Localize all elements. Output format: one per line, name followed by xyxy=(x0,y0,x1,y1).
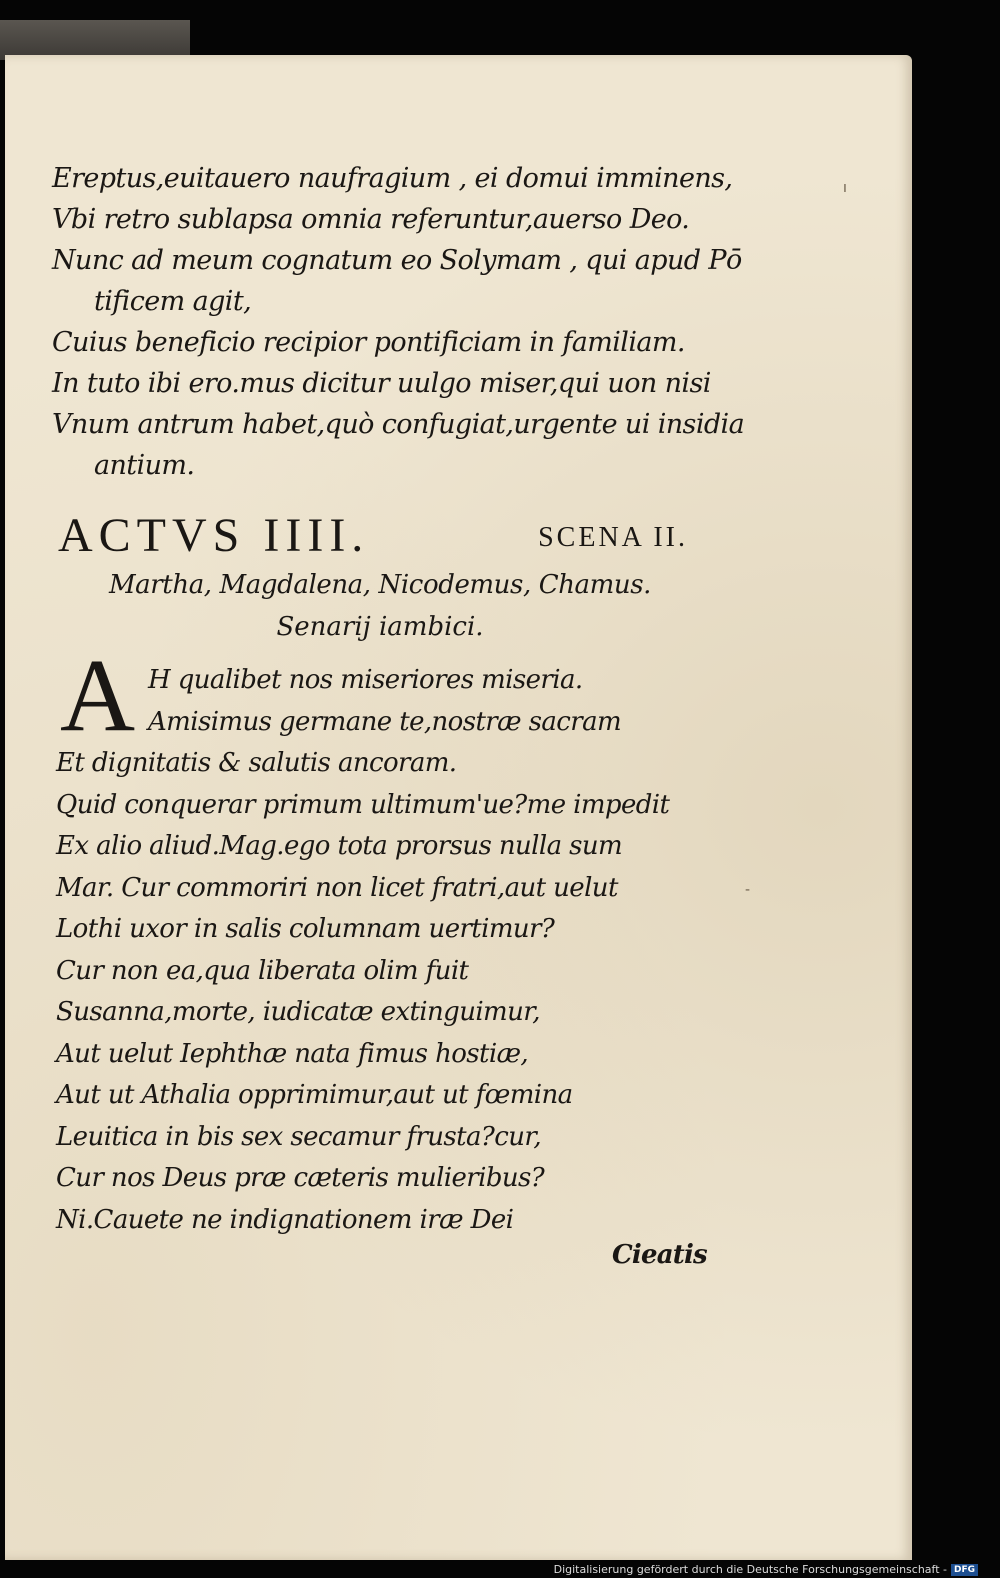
verse-line: Quid conquerar primum ultimum'ue?me impedit xyxy=(56,789,670,820)
verse-line: Mar. Cur commoriri non licet fratri,aut uelut xyxy=(56,872,618,903)
verse-line: H qualibet nos miseriores miseria. xyxy=(148,665,583,695)
text-line: Vbi retro sublapsa omnia referuntur,auerso Deo. xyxy=(52,204,690,235)
text-line: Vnum antrum habet,quò confugiat,urgente ui insidia xyxy=(52,409,745,440)
margin-mark: ı xyxy=(843,180,847,196)
verse-line: Ex alio aliud.Mag.ego tota prorsus nulla sum xyxy=(56,831,623,861)
margin-mark: - xyxy=(745,882,751,898)
text-line: antium. xyxy=(94,450,195,481)
text-line: tificem agit, xyxy=(94,286,252,317)
text-line: Ereptus,euitauero naufragium , ei domui imminens, xyxy=(52,163,733,194)
verse-line: Aut ut Athalia opprimimur,aut ut fœmina xyxy=(56,1080,573,1110)
verse-line: Cur non ea,qua liberata olim fuit xyxy=(56,955,469,986)
verse-line: Cur nos Deus præ cæteris mulieribus? xyxy=(56,1163,545,1193)
verse-line: Ni.Cauete ne indignationem iræ Dei xyxy=(56,1204,514,1235)
act-heading xyxy=(58,508,698,568)
verse-line: Susanna,morte, iudicatæ extinguimur, xyxy=(56,997,540,1027)
catchword: Cieatis xyxy=(612,1240,707,1270)
act-title: ACTVS IIII. xyxy=(58,509,370,562)
verse-line: Leuitica in bis sex secamur frusta?cur, xyxy=(56,1121,542,1152)
verse-block xyxy=(56,660,696,1241)
verse-line: Amisimus germane te,nostræ sacram xyxy=(148,706,622,737)
verse-line: Lothi uxor in salis columnam uertimur? xyxy=(56,914,555,944)
footer-text: Digitalisierung gefördert durch die Deutsche Forschungsgemeinschaft - xyxy=(553,1563,947,1576)
book-edge xyxy=(0,20,190,60)
text-line: Cuius beneficio recipior pontificiam in familiam. xyxy=(52,327,685,358)
verse-line: Aut uelut Iephthæ nata fimus hostiæ, xyxy=(56,1038,529,1069)
meter-label: Senarij iambici. xyxy=(276,612,484,642)
text-line: Nunc ad meum cognatum eo Solymam , qui apud Pō xyxy=(52,245,742,276)
text-line: In tuto ibi ero.mus dicitur uulgo miser,qui uon nisi xyxy=(52,368,711,399)
verse-line: Et dignitatis & salutis ancoram. xyxy=(56,748,457,778)
scene-title: SCENA II. xyxy=(538,522,688,553)
footer-credit xyxy=(554,1563,978,1576)
top-text-block xyxy=(52,158,745,486)
drop-cap-initial: A xyxy=(60,638,136,753)
dramatis-personae: Martha, Magdalena, Nicodemus, Chamus. xyxy=(108,570,652,600)
dfg-logo-icon: DFG xyxy=(951,1564,978,1576)
